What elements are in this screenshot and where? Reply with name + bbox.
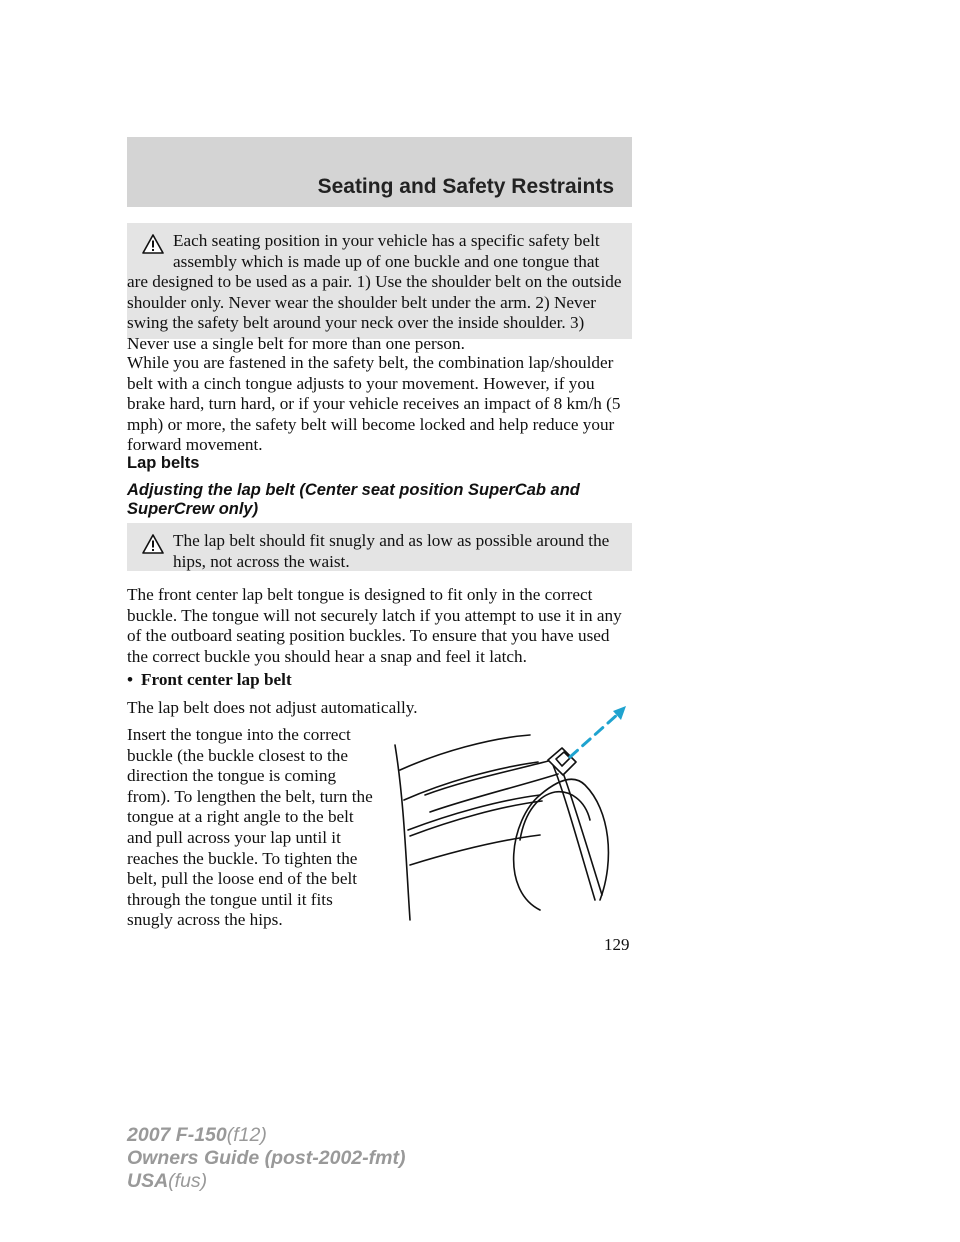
warning-box xyxy=(127,523,632,571)
warning-text: The lap belt should fit snugly and as low as possible around the hips, not across the waist. xyxy=(173,531,610,571)
document-footer xyxy=(127,1124,405,1193)
belt-edge xyxy=(430,774,558,812)
belt-tongue xyxy=(548,748,576,775)
footer-model-code: (f12) xyxy=(226,1124,267,1146)
heading-lap-belts: Lap belts xyxy=(127,454,200,472)
bullet-label: Front center lap belt xyxy=(141,670,292,689)
footer-region-code: (fus) xyxy=(168,1170,208,1192)
seat-seam xyxy=(400,735,530,770)
pull-direction-arrow xyxy=(570,714,618,757)
body-paragraph: The lap belt does not adjust automatically. xyxy=(127,698,418,717)
footer-model: 2007 F-150 xyxy=(127,1124,227,1146)
belt-edge xyxy=(425,760,552,795)
belt-strap xyxy=(553,765,595,900)
footer-line xyxy=(127,1170,405,1193)
body-paragraph: While you are fastened in the safety belt, the combination lap/shoulder belt with a cinch tongue adjusts to your movement. However, if you brake hard, turn hard, or if your vehicle receives an impact of 8 km/h (5 mph) or more, the safety belt will become locked and help reduce your forward movement. xyxy=(127,353,621,455)
footer-line xyxy=(127,1147,405,1170)
heading-adjusting-lap-belt: Adjusting the lap belt (Center seat position SuperCab and SuperCrew only) xyxy=(127,481,580,518)
seat-outline xyxy=(395,745,410,920)
lap-belt-illustration xyxy=(390,700,635,922)
warning-triangle-icon xyxy=(142,534,164,554)
page-number: 129 xyxy=(604,935,630,954)
footer-region: USA xyxy=(127,1170,169,1192)
belt-strap xyxy=(562,770,602,895)
hip-outline xyxy=(514,779,609,910)
body-paragraph: The front center lap belt tongue is designed to fit only in the correct buckle. The tongue will not securely latch if you attempt to use it in any of the outboard seating position buckles. To ensure that you have used the correct buckle you should hear a snap and feel it latch. xyxy=(127,585,622,666)
section-header xyxy=(127,137,632,207)
body-paragraph: Insert the tongue into the correct buckle (the buckle closest to the direction the tongue is coming from). To lengthen the belt, turn the tongue at a right angle to the belt and pull across your lap until it reaches the buckle. To tighten the belt, pull the loose end of the belt through the tongue until it fits snugly across the hips. xyxy=(127,725,373,930)
section-title: Seating and Safety Restraints xyxy=(317,175,614,198)
footer-line xyxy=(127,1124,405,1147)
warning-box xyxy=(127,223,632,353)
footer-guide: Owners Guide (post-2002-fmt) xyxy=(127,1147,406,1169)
bullet-item xyxy=(127,670,292,691)
warning-text: Each seating position in your vehicle has a specific safety belt assembly which is made up of one buckle and one tongue that are designed to be used as a pair. 1) Use the shoulder belt on the outside shoulder only. Never wear the shoulder belt under the arm. 2) Never swing the safety belt around your neck over the inside shoulder. 3) Never use a single belt for more than one person. xyxy=(127,231,622,353)
warning-triangle-icon xyxy=(142,234,164,254)
bullet-symbol: • xyxy=(127,670,134,689)
hip-outline xyxy=(520,792,590,840)
